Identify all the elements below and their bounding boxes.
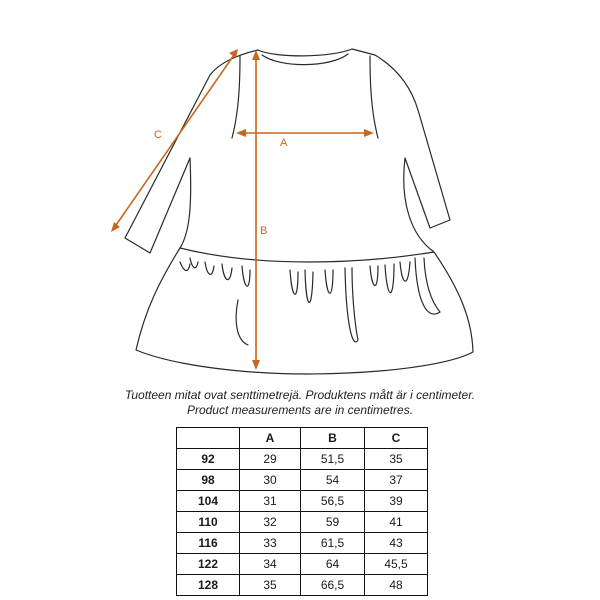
table-row <box>177 554 428 575</box>
size-table <box>176 427 428 596</box>
table-header-row <box>177 428 428 449</box>
header-cell: B <box>301 428 365 449</box>
table-row <box>177 575 428 596</box>
header-cell: A <box>240 428 301 449</box>
table-cell: 51,5 <box>301 449 365 470</box>
table-cell: 61,5 <box>301 533 365 554</box>
table-cell: 29 <box>240 449 301 470</box>
table-cell: 41 <box>365 512 428 533</box>
label-c: C <box>154 129 162 141</box>
caption-line-2: Product measurements are in centimetres. <box>186 403 414 417</box>
header-cell <box>177 428 240 449</box>
table-cell: 45,5 <box>365 554 428 575</box>
size-cell: 122 <box>177 554 240 575</box>
table-row <box>177 470 428 491</box>
gathers <box>180 258 440 345</box>
size-cell: 98 <box>177 470 240 491</box>
table-cell: 34 <box>240 554 301 575</box>
table-cell: 48 <box>365 575 428 596</box>
measure-b-arrow-bottom <box>252 360 260 370</box>
table-cell: 43 <box>365 533 428 554</box>
table-row <box>177 512 428 533</box>
size-cell: 110 <box>177 512 240 533</box>
table-cell: 32 <box>240 512 301 533</box>
table-row <box>177 533 428 554</box>
table-cell: 66,5 <box>301 575 365 596</box>
measure-a-arrow-left <box>236 129 246 137</box>
caption-line-1: Tuotteen mitat ovat senttimetrejä. Produktens mått är i centimeter. <box>124 388 476 402</box>
table-cell: 35 <box>240 575 301 596</box>
size-cell: 92 <box>177 449 240 470</box>
table-cell: 30 <box>240 470 301 491</box>
measure-c-arrow-bottom <box>111 222 120 232</box>
table-cell: 37 <box>365 470 428 491</box>
table-cell: 31 <box>240 491 301 512</box>
size-cell: 116 <box>177 533 240 554</box>
label-a: A <box>280 137 288 149</box>
measure-c-line <box>114 52 236 228</box>
left-armhole <box>232 56 240 138</box>
table-cell: 35 <box>365 449 428 470</box>
table-row <box>177 449 428 470</box>
table-cell: 59 <box>301 512 365 533</box>
table-cell: 33 <box>240 533 301 554</box>
dress-outline <box>125 49 473 374</box>
label-b: B <box>260 225 268 237</box>
table-cell: 54 <box>301 470 365 491</box>
right-armhole <box>370 56 378 138</box>
table-row <box>177 491 428 512</box>
size-cell: 128 <box>177 575 240 596</box>
size-cell: 104 <box>177 491 240 512</box>
yoke-seam <box>180 248 434 262</box>
table-cell: 56,5 <box>301 491 365 512</box>
header-cell: C <box>365 428 428 449</box>
table-cell: 39 <box>365 491 428 512</box>
table-cell: 64 <box>301 554 365 575</box>
measure-a-arrow-right <box>364 129 374 137</box>
